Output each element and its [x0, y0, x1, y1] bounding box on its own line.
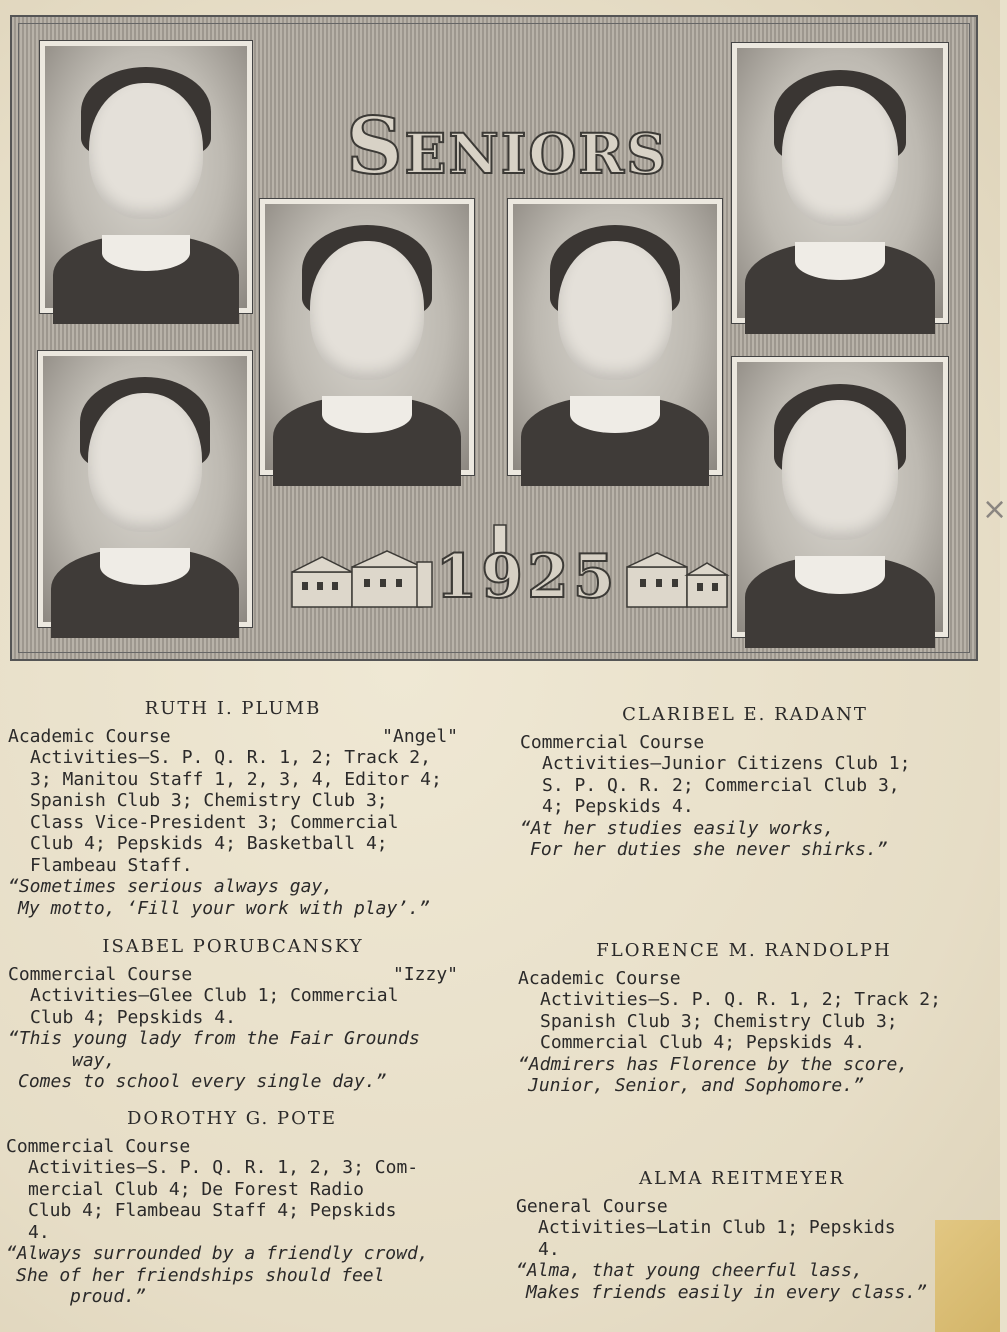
- quote-line: way,: [72, 1049, 116, 1071]
- activity-line: Activities—Junior Citizens Club 1;: [542, 753, 911, 774]
- student-entry: [8, 698, 458, 919]
- student-name: ISABEL PORUBCANSKY: [102, 936, 364, 957]
- activities: [8, 985, 458, 1028]
- activity-line: Activities—Glee Club 1; Commercial: [30, 985, 399, 1006]
- tape-stain: [935, 1220, 1000, 1332]
- activity-line: 4.: [538, 1238, 560, 1260]
- portrait-photo: [38, 351, 252, 627]
- page-edge-mark: ×: [982, 492, 1007, 527]
- student-quote: [6, 1243, 458, 1308]
- activity-line: Club 4; Pepskids 4; Basketball 4;: [30, 833, 388, 854]
- course-name: Commercial Course: [6, 1135, 191, 1157]
- activity-line: 4.: [28, 1221, 50, 1243]
- quote-line: Makes friends easily in every class.”: [526, 1281, 927, 1303]
- course-name: Commercial Course: [520, 731, 705, 753]
- course-name: General Course: [516, 1195, 668, 1217]
- portrait-photo: [732, 357, 948, 637]
- activity-line: Club 4; Pepskids 4.: [30, 1006, 236, 1028]
- course-line: [518, 968, 970, 990]
- activity-line: mercial Club 4; De Forest Radio: [28, 1178, 364, 1200]
- quote-line: “Alma, that young cheerful lass,: [516, 1260, 863, 1281]
- student-entry: [8, 936, 458, 1093]
- course-line: [6, 1136, 458, 1158]
- quote-line: “Always surrounded by a friendly crowd,: [6, 1243, 429, 1264]
- student-entry: [6, 1108, 458, 1308]
- student-entry: [520, 704, 970, 861]
- student-quote: [518, 1054, 970, 1097]
- quote-line: She of her friendships should feel: [16, 1264, 385, 1286]
- activity-line: Activities—S. P. Q. R. 1, 2; Track 2;: [540, 989, 941, 1010]
- student-name: ALMA REITMEYER: [638, 1168, 846, 1189]
- student-name: RUTH I. PLUMB: [144, 698, 322, 719]
- activity-line: Commercial Club 4; Pepskids 4.: [540, 1032, 866, 1053]
- nickname: "Izzy": [392, 963, 458, 985]
- quote-line: proud.”: [70, 1286, 146, 1307]
- portrait-photo: [508, 199, 722, 475]
- course-line: [516, 1196, 968, 1218]
- class-year: 1925: [435, 542, 619, 612]
- activity-line: S. P. Q. R. 2; Commercial Club 3,: [542, 774, 900, 796]
- course-name: Commercial Course: [8, 963, 193, 985]
- activity-line: 4; Pepskids 4.: [542, 796, 694, 817]
- quote-line: “At her studies easily works,: [520, 817, 835, 839]
- course-name: Academic Course: [8, 725, 171, 747]
- student-entry: [518, 940, 970, 1097]
- portrait-photo: [40, 41, 252, 313]
- quote-line: “Admirers has Florence by the score,: [518, 1053, 909, 1075]
- activity-line: 3; Manitou Staff 1, 2, 3, 4, Editor 4;: [30, 768, 442, 790]
- student-name: DOROTHY G. POTE: [127, 1108, 337, 1129]
- activities: [8, 747, 458, 876]
- quote-line: For her duties she never shirks.”: [530, 839, 888, 860]
- activity-line: Activities—Latin Club 1; Pepskids: [538, 1217, 896, 1238]
- activity-line: Spanish Club 3; Chemistry Club 3;: [540, 1010, 898, 1032]
- student-entry: [516, 1168, 968, 1303]
- student-name: CLARIBEL E. RADANT: [622, 704, 868, 725]
- student-name: FLORENCE M. RANDOLPH: [596, 940, 892, 961]
- portrait-photo: [260, 199, 474, 475]
- activities: [6, 1157, 458, 1243]
- activity-line: Spanish Club 3; Chemistry Club 3;: [30, 790, 388, 811]
- page-title: Seniors: [346, 101, 668, 192]
- quote-line: “Sometimes serious always gay,: [8, 876, 334, 897]
- nickname: "Angel": [382, 725, 458, 747]
- student-quote: [8, 876, 458, 919]
- activity-line: Flambeau Staff.: [30, 854, 193, 876]
- quote-line: Junior, Senior, and Sophomore.”: [528, 1075, 864, 1096]
- portrait-photo: [732, 43, 948, 323]
- course-name: Academic Course: [518, 967, 681, 989]
- quote-line: “This young lady from the Fair Grounds: [8, 1028, 420, 1049]
- activity-line: Activities—S. P. Q. R. 1, 2, 3; Com-: [28, 1157, 419, 1178]
- course-line: [8, 726, 458, 748]
- quote-line: My motto, ‘Fill your work with play’.”: [18, 897, 430, 919]
- course-line: [8, 964, 458, 986]
- activity-line: Activities—S. P. Q. R. 1, 2; Track 2,: [30, 747, 431, 768]
- student-quote: [520, 818, 970, 861]
- activities: [516, 1217, 968, 1260]
- quote-line: Comes to school every single day.”: [18, 1071, 387, 1092]
- activity-line: Club 4; Flambeau Staff 4; Pepskids: [28, 1200, 397, 1221]
- course-line: [520, 732, 970, 754]
- student-quote: [516, 1260, 968, 1303]
- activities: [520, 753, 970, 818]
- activity-line: Class Vice-President 3; Commercial: [30, 811, 399, 833]
- activities: [518, 989, 970, 1054]
- senior-photo-panel: [10, 15, 978, 661]
- student-quote: [8, 1028, 458, 1093]
